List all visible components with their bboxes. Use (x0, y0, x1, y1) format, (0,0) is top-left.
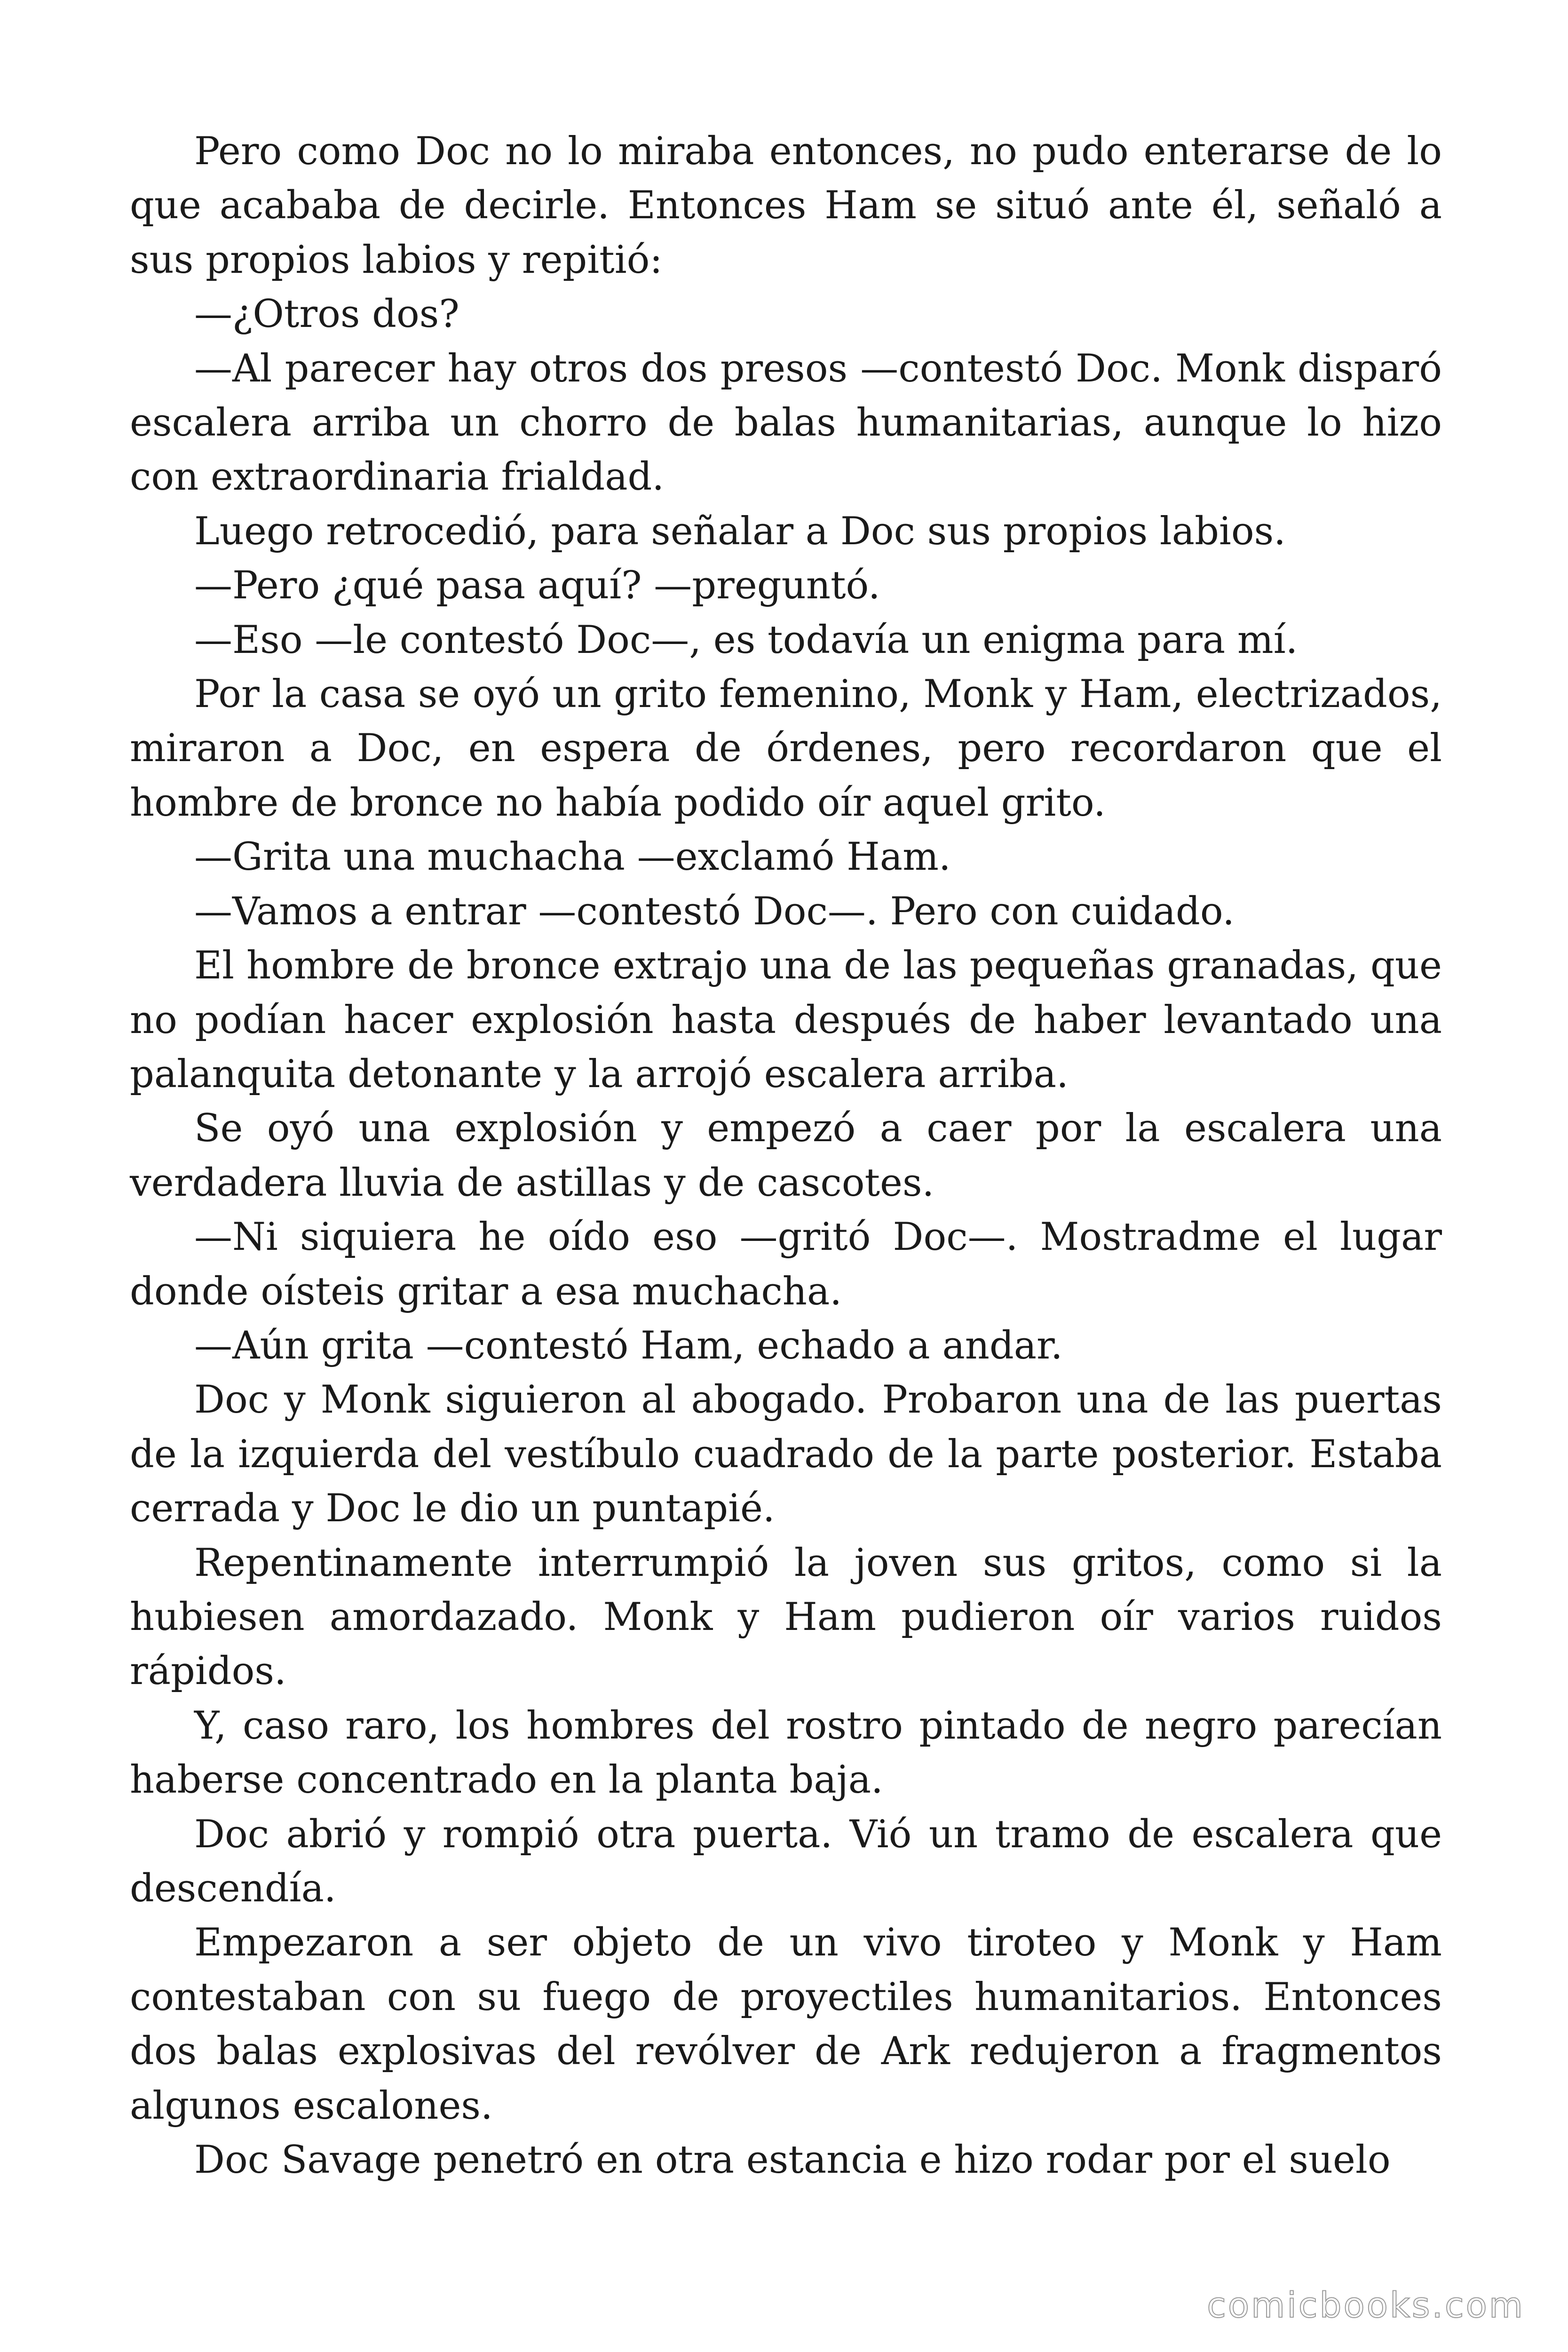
paragraph: —Vamos a entrar —contestó Doc—. Pero con cuidado. (194, 889, 1235, 934)
paragraph: Doc abrió y rompió otra puerta. Vió un tramo de escalera que descendía. (130, 1812, 1442, 1911)
paragraph: Pero como Doc no lo miraba entonces, no pudo enterarse de lo que acababa de decirle. Entonces Ham se situó ante él, señaló a sus propios labios y repitió: (130, 129, 1442, 282)
paragraph: —Aún grita —contestó Ham, echado a andar. (194, 1323, 1063, 1368)
paragraph: Se oyó una explosión y empezó a caer por la escalera una verdadera lluvia de astillas y de cascotes. (130, 1106, 1442, 1205)
paragraph: Repentinamente interrumpió la joven sus gritos, como si la hubiesen amordazado. Monk y Ham pudieron oír varios ruidos rápidos. (130, 1541, 1442, 1694)
paragraph: Doc Savage penetró en otra estancia e hizo rodar por el suelo (194, 2138, 1391, 2183)
paragraph: Luego retrocedió, para señalar a Doc sus propios labios. (194, 509, 1286, 554)
watermark: comicbooks.com (1207, 2285, 1525, 2326)
paragraph: —Ni siquiera he oído eso —gritó Doc—. Mostradme el lugar donde oísteis gritar a esa muchacha. (130, 1215, 1442, 1314)
paragraph: Por la casa se oyó un grito femenino, Monk y Ham, electrizados, miraron a Doc, en espera de órdenes, pero recordaron que el hombre de bronce no había podido oír aquel grito. (130, 672, 1442, 825)
paragraph: Y, caso raro, los hombres del rostro pintado de negro parecían haberse concentrado en la planta baja. (130, 1703, 1442, 1803)
paragraph: Empezaron a ser objeto de un vivo tiroteo y Monk y Ham contestaban con su fuego de proyectiles humanitarios. Entonces dos balas explosivas del revólver de Ark redujeron a fragmentos algunos escalones. (130, 1921, 1442, 2128)
page-body-text (130, 125, 1442, 2187)
paragraph: —¿Otros dos? (194, 292, 459, 337)
paragraph: El hombre de bronce extrajo una de las pequeñas granadas, que no podían hacer explosión hasta después de haber levantado una palanquita detonante y la arrojó escalera arriba. (130, 944, 1442, 1097)
paragraph: —Pero ¿qué pasa aquí? —preguntó. (194, 564, 880, 608)
paragraph: —Eso —le contestó Doc—, es todavía un enigma para mí. (194, 618, 1298, 662)
paragraph: —Al parecer hay otros dos presos —contestó Doc. Monk disparó escalera arriba un chorro de balas humanitarias, aunque lo hizo con extraordinaria frialdad. (130, 346, 1442, 500)
paragraph: —Grita una muchacha —exclamó Ham. (194, 835, 951, 880)
paragraph: Doc y Monk siguieron al abogado. Probaron una de las puertas de la izquierda del vestíbulo cuadrado de la parte posterior. Estaba cerrada y Doc le dio un puntapié. (130, 1378, 1442, 1531)
